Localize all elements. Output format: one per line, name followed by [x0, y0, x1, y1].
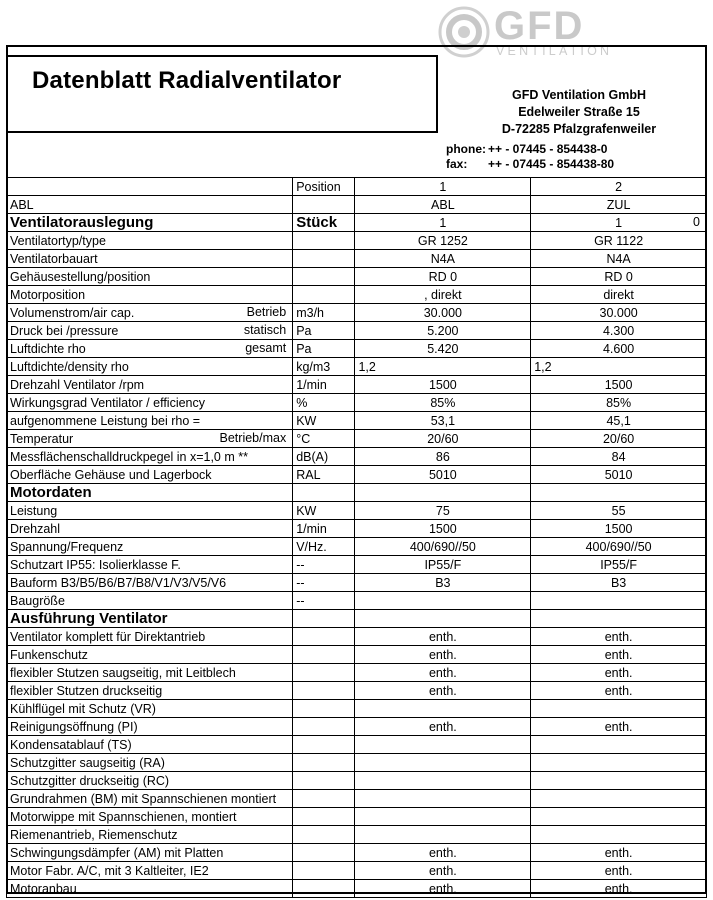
- row-value-pos2: [531, 790, 707, 808]
- datasheet-table: [6, 177, 707, 898]
- section-unit: [293, 610, 355, 628]
- table-row: [7, 880, 707, 898]
- table-row: [7, 412, 707, 430]
- row-unit: [293, 664, 355, 682]
- row-label-qualifier: statisch: [243, 323, 287, 337]
- phone-label: phone:: [446, 142, 486, 156]
- row-label: Schutzgitter saugseitig (RA): [7, 754, 293, 772]
- row-label: Bauform B3/B5/B6/B7/B8/V1/V3/V5/V6: [7, 574, 293, 592]
- row-unit: KW: [293, 502, 355, 520]
- table-row: [7, 466, 707, 484]
- row-value-pos2: 45,1: [531, 412, 707, 430]
- row-value-pos1: 86: [355, 448, 531, 466]
- row-label: Motor Fabr. A/C, mit 3 Kaltleiter, IE2: [7, 862, 293, 880]
- row-value-pos1: N4A: [355, 250, 531, 268]
- row-value-pos2: 1500: [531, 376, 707, 394]
- row-value-pos1: [355, 790, 531, 808]
- section-unit: [293, 484, 355, 502]
- row-label: Reinigungsöffnung (PI): [7, 718, 293, 736]
- table-row: [7, 538, 707, 556]
- row-value-pos2: 85%: [531, 394, 707, 412]
- row-value-pos1: IP55/F: [355, 556, 531, 574]
- phone-value: ++ - 07445 - 854438-0: [488, 142, 608, 156]
- section-header-row: [7, 214, 707, 232]
- row-value-pos1: , direkt: [355, 286, 531, 304]
- position-header-row: [7, 178, 707, 196]
- row-value-pos1: [355, 700, 531, 718]
- row-label: Volumenstrom/air cap. Betrieb: [7, 304, 293, 322]
- row-value-pos2: 400/690//50: [531, 538, 707, 556]
- section-header-row: [7, 484, 707, 502]
- row-unit: %: [293, 394, 355, 412]
- airflow-type-row: [7, 196, 707, 214]
- row-value-pos1: 30.000: [355, 304, 531, 322]
- row-unit: [293, 844, 355, 862]
- row-value-pos1: [355, 754, 531, 772]
- position-row-pos1: 1: [355, 178, 531, 196]
- row-value-pos2: B3: [531, 574, 707, 592]
- row-unit: [293, 880, 355, 898]
- row-value-pos2: enth.: [531, 862, 707, 880]
- row-value-pos2: 30.000: [531, 304, 707, 322]
- airflow-row-label: ABL: [7, 196, 293, 214]
- row-value-pos1: GR 1252: [355, 232, 531, 250]
- row-unit: m3/h: [293, 304, 355, 322]
- section-value-pos1: [355, 610, 531, 628]
- company-street: Edelweiler Straße 15: [518, 105, 640, 119]
- row-unit: --: [293, 574, 355, 592]
- row-unit: [293, 250, 355, 268]
- row-label: Drehzahl: [7, 520, 293, 538]
- table-row: [7, 826, 707, 844]
- row-value-pos1: 1500: [355, 520, 531, 538]
- row-value-pos1: enth.: [355, 682, 531, 700]
- row-value-pos2: 84: [531, 448, 707, 466]
- row-value-pos2: 4.300: [531, 322, 707, 340]
- airflow-row-pos1: ABL: [355, 196, 531, 214]
- row-label: Luftdichte/density rho: [7, 358, 293, 376]
- table-row: [7, 376, 707, 394]
- row-value-pos2: enth.: [531, 664, 707, 682]
- table-row: [7, 556, 707, 574]
- table-row: [7, 736, 707, 754]
- table-row: [7, 772, 707, 790]
- position-row-pos2: 2: [531, 178, 707, 196]
- row-label: Motorwippe mit Spannschienen, montiert: [7, 808, 293, 826]
- row-value-pos2: GR 1122: [531, 232, 707, 250]
- row-label: flexibler Stutzen druckseitig: [7, 682, 293, 700]
- row-unit: Pa: [293, 322, 355, 340]
- row-label: Druck bei /pressure statisch: [7, 322, 293, 340]
- row-unit: °C: [293, 430, 355, 448]
- row-unit: Pa: [293, 340, 355, 358]
- row-value-pos1: [355, 736, 531, 754]
- airflow-row-pos2: ZUL: [531, 196, 707, 214]
- row-value-pos1: enth.: [355, 718, 531, 736]
- section-title: Ventilatorauslegung: [7, 214, 293, 232]
- row-value-pos2: [531, 808, 707, 826]
- row-value-pos1: enth.: [355, 628, 531, 646]
- row-value-pos2: 5010: [531, 466, 707, 484]
- row-label: Messflächenschalldruckpegel in x=1,0 m **: [7, 448, 293, 466]
- section-title: Ausführung Ventilator: [7, 610, 293, 628]
- row-value-pos1: enth.: [355, 880, 531, 898]
- row-value-pos2: [531, 736, 707, 754]
- table-row: [7, 646, 707, 664]
- row-label: Kühlflügel mit Schutz (VR): [7, 700, 293, 718]
- fax-row: [446, 157, 712, 172]
- table-row: [7, 844, 707, 862]
- table-row: [7, 700, 707, 718]
- row-value-pos1: enth.: [355, 844, 531, 862]
- row-label: Grundrahmen (BM) mit Spannschienen montiert: [7, 790, 293, 808]
- row-label: Schwingungsdämpfer (AM) mit Platten: [7, 844, 293, 862]
- row-value-pos2: 1500: [531, 520, 707, 538]
- row-label: Schutzart IP55: Isolierklasse F.: [7, 556, 293, 574]
- row-value-pos1: 85%: [355, 394, 531, 412]
- row-label: Ventilatortyp/type: [7, 232, 293, 250]
- row-value-pos1: 400/690//50: [355, 538, 531, 556]
- row-unit: [293, 232, 355, 250]
- table-row: [7, 520, 707, 538]
- phone-row: [446, 142, 712, 157]
- table-row: [7, 394, 707, 412]
- row-label: Spannung/Frequenz: [7, 538, 293, 556]
- row-value-pos1: enth.: [355, 646, 531, 664]
- table-row: [7, 250, 707, 268]
- row-unit: [293, 808, 355, 826]
- table-row: [7, 502, 707, 520]
- row-label: Schutzgitter druckseitig (RC): [7, 772, 293, 790]
- table-row: [7, 592, 707, 610]
- row-value-pos2: direkt: [531, 286, 707, 304]
- row-value-pos1: RD 0: [355, 268, 531, 286]
- row-unit: [293, 700, 355, 718]
- company-name: GFD Ventilation GmbH: [511, 88, 647, 102]
- table-row: [7, 304, 707, 322]
- row-label: Leistung: [7, 502, 293, 520]
- row-unit: [293, 628, 355, 646]
- row-unit: [293, 286, 355, 304]
- table-row: [7, 682, 707, 700]
- row-value-pos1: 20/60: [355, 430, 531, 448]
- row-unit: V/Hz.: [293, 538, 355, 556]
- row-value-pos1: [355, 808, 531, 826]
- section-header-row: [7, 610, 707, 628]
- row-label: aufgenommene Leistung bei rho =: [7, 412, 293, 430]
- row-unit: 1/min: [293, 520, 355, 538]
- logo-brand-text: GFD: [494, 4, 585, 48]
- row-value-pos1: 53,1: [355, 412, 531, 430]
- row-value-pos1: 1500: [355, 376, 531, 394]
- row-unit: KW: [293, 412, 355, 430]
- company-contact: [446, 142, 712, 172]
- row-value-pos2: enth.: [531, 628, 707, 646]
- row-value-pos1: 5.420: [355, 340, 531, 358]
- table-row: [7, 808, 707, 826]
- row-value-pos2: enth.: [531, 682, 707, 700]
- row-value-pos2: IP55/F: [531, 556, 707, 574]
- row-label: Wirkungsgrad Ventilator / efficiency: [7, 394, 293, 412]
- row-value-pos2: 55: [531, 502, 707, 520]
- position-row-unit: Position: [293, 178, 355, 196]
- row-label: Drehzahl Ventilator /rpm: [7, 376, 293, 394]
- row-value-pos2: enth.: [531, 646, 707, 664]
- section-title: Motordaten: [7, 484, 293, 502]
- row-label-qualifier: Betrieb/max: [219, 431, 287, 445]
- section-unit: Stück: [293, 214, 355, 232]
- row-unit: [293, 268, 355, 286]
- airflow-row-unit: [293, 196, 355, 214]
- row-unit: [293, 718, 355, 736]
- row-value-pos2: enth.: [531, 844, 707, 862]
- row-unit: --: [293, 556, 355, 574]
- table-row: [7, 232, 707, 250]
- row-value-pos2: [531, 754, 707, 772]
- row-unit: [293, 790, 355, 808]
- row-value-pos1: B3: [355, 574, 531, 592]
- table-row: [7, 862, 707, 880]
- row-unit: [293, 682, 355, 700]
- table-row: [7, 790, 707, 808]
- table-row: [7, 664, 707, 682]
- row-value-pos2: [531, 700, 707, 718]
- row-label: Kondensatablauf (TS): [7, 736, 293, 754]
- row-label-qualifier: gesamt: [245, 341, 287, 355]
- row-value-pos1: [355, 826, 531, 844]
- row-label: Ventilator komplett für Direktantrieb: [7, 628, 293, 646]
- table-row: [7, 358, 707, 376]
- row-unit: 1/min: [293, 376, 355, 394]
- row-value-pos2: enth.: [531, 718, 707, 736]
- section-value-pos2: [531, 484, 707, 502]
- row-label: Ventilatorbauart: [7, 250, 293, 268]
- row-label: Riemenantrieb, Riemenschutz: [7, 826, 293, 844]
- row-unit: [293, 862, 355, 880]
- row-label: Gehäusestellung/position: [7, 268, 293, 286]
- position-row-label: [7, 178, 293, 196]
- row-label: Funkenschutz: [7, 646, 293, 664]
- table-row: [7, 268, 707, 286]
- row-unit: [293, 646, 355, 664]
- row-value-pos2: 4.600: [531, 340, 707, 358]
- section-value-pos1: 1: [355, 214, 531, 232]
- row-label-qualifier: Betrieb: [246, 305, 287, 319]
- row-value-pos2: 20/60: [531, 430, 707, 448]
- company-address: [446, 87, 712, 138]
- table-row: [7, 448, 707, 466]
- table-row: [7, 430, 707, 448]
- table-row: [7, 286, 707, 304]
- section-value-pos3: 0: [693, 215, 700, 229]
- row-value-pos2: 1,2: [531, 358, 707, 376]
- table-row: [7, 628, 707, 646]
- row-unit: kg/m3: [293, 358, 355, 376]
- logo-sub-text: VENTILATION: [496, 44, 613, 58]
- row-label: Motorposition: [7, 286, 293, 304]
- fax-label: fax:: [446, 157, 468, 171]
- row-value-pos1: [355, 592, 531, 610]
- row-unit: [293, 772, 355, 790]
- row-value-pos2: enth.: [531, 880, 707, 898]
- row-value-pos2: RD 0: [531, 268, 707, 286]
- row-label: Motoranbau: [7, 880, 293, 898]
- row-label: Temperatur Betrieb/max: [7, 430, 293, 448]
- row-unit: [293, 754, 355, 772]
- page-title: Datenblatt Radialventilator: [32, 67, 342, 94]
- section-value-pos2: 1 0: [531, 214, 707, 232]
- row-value-pos2: [531, 592, 707, 610]
- table-row: [7, 322, 707, 340]
- row-value-pos1: enth.: [355, 862, 531, 880]
- row-value-pos1: [355, 772, 531, 790]
- row-unit: --: [293, 592, 355, 610]
- table-row: [7, 754, 707, 772]
- row-value-pos2: [531, 826, 707, 844]
- table-row: [7, 574, 707, 592]
- row-value-pos1: 1,2: [355, 358, 531, 376]
- sheet-header: [6, 45, 706, 175]
- section-value-pos2: [531, 610, 707, 628]
- row-unit: [293, 736, 355, 754]
- row-value-pos1: enth.: [355, 664, 531, 682]
- row-label: Oberfläche Gehäuse und Lagerbock: [7, 466, 293, 484]
- table-row: [7, 718, 707, 736]
- section-value-pos1: [355, 484, 531, 502]
- row-unit: dB(A): [293, 448, 355, 466]
- row-unit: [293, 826, 355, 844]
- table-row: [7, 340, 707, 358]
- row-value-pos1: 5010: [355, 466, 531, 484]
- row-label: Baugröße: [7, 592, 293, 610]
- row-label: flexibler Stutzen saugseitig, mit Leitblech: [7, 664, 293, 682]
- company-city: D-72285 Pfalzgrafenweiler: [501, 122, 657, 136]
- row-unit: RAL: [293, 466, 355, 484]
- row-value-pos2: N4A: [531, 250, 707, 268]
- row-value-pos1: 75: [355, 502, 531, 520]
- fax-value: ++ - 07445 - 854438-80: [488, 157, 615, 171]
- row-label: Luftdichte rho gesamt: [7, 340, 293, 358]
- row-value-pos1: 5.200: [355, 322, 531, 340]
- row-value-pos2: [531, 772, 707, 790]
